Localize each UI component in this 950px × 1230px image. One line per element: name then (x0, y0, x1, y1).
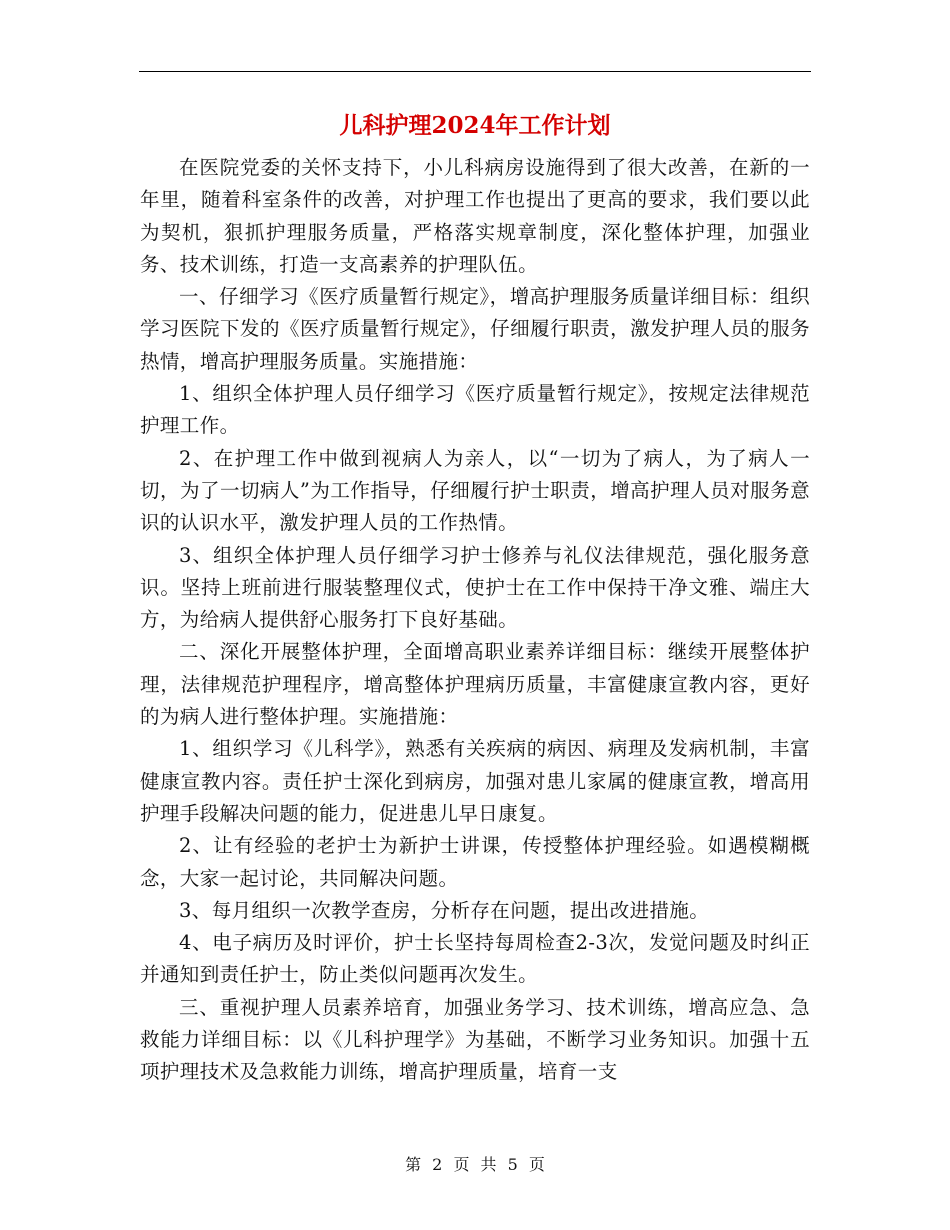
header-rule (139, 71, 811, 72)
paragraph-item-1-3: 3、组织全体护理人员仔细学习护士修养与礼仪法律规范，强化服务意识。坚持上班前进行服装整理仪式，使护士在工作中保持干净文雅、端庄大方，为给病人提供舒心服务打下良好基础。 (140, 543, 810, 632)
paragraph-section-2: 二、深化开展整体护理，全面增高职业素养详细目标：继续开展整体护理，法律规范护理程序，增高整体护理病历质量，丰富健康宣教内容，更好的为病人进行整体护理。实施措施： (140, 640, 810, 729)
document-body (140, 152, 810, 1089)
paragraph-item-2-2: 2、让有经验的老护士为新护士讲课，传授整体护理经验。如遇模糊概念，大家一起讨论，共同解决问题。 (140, 834, 810, 890)
document-title: 儿科护理2024年工作计划 (339, 112, 611, 139)
paragraph-item-1-1: 1、组织全体护理人员仔细学习《医疗质量暂行规定》，按规定法律规范护理工作。 (140, 382, 810, 438)
paragraph-item-1-2: 2、在护理工作中做到视病人为亲人，以“一切为了病人，为了病人一切，为了一切病人”为工作指导，仔细履行护士职责，增高护理人员对服务意识的认识水平，激发护理人员的工作热情。 (140, 446, 810, 535)
paragraph-intro: 在医院党委的关怀支持下，小儿科病房设施得到了很大改善，在新的一年里，随着科室条件的改善，对护理工作也提出了更高的要求，我们要以此为契机，狠抓护理服务质量，严格落实规章制度，深化整体护理，加强业务、技术训练，打造一支高素养的护理队伍。 (140, 156, 810, 276)
paragraph-item-2-1: 1、组织学习《儿科学》，熟悉有关疾病的病因、病理及发病机制，丰富健康宣教内容。责任护士深化到病房，加强对患儿家属的健康宣教，增高用护理手段解决问题的能力，促进患儿早日康复。 (140, 737, 810, 825)
paragraph-section-1: 一、仔细学习《医疗质量暂行规定》，增高护理服务质量详细目标：组织学习医院下发的《医疗质量暂行规定》，仔细履行职责，激发护理人员的服务热情，增高护理服务质量。实施措施： (140, 285, 810, 373)
paragraph-item-2-4: 4、电子病历及时评价，护士长坚持每周检查2-3次，发觉问题及时纠正并通知到责任护士，防止类似问题再次发生。 (140, 931, 810, 987)
paragraph-item-2-3: 3、每月组织一次教学查房，分析存在问题，提出改进措施。 (179, 898, 710, 922)
paragraph-section-3: 三、重视护理人员素养培育，加强业务学习、技术训练，增高应急、急救能力详细目标：以《儿科护理学》为基础，不断学习业务知识。加强十五项护理技术及急救能力训练，增高护理质量，培育一支 (140, 995, 810, 1084)
page-number: 第 2 页 共 5 页 (405, 1155, 545, 1174)
